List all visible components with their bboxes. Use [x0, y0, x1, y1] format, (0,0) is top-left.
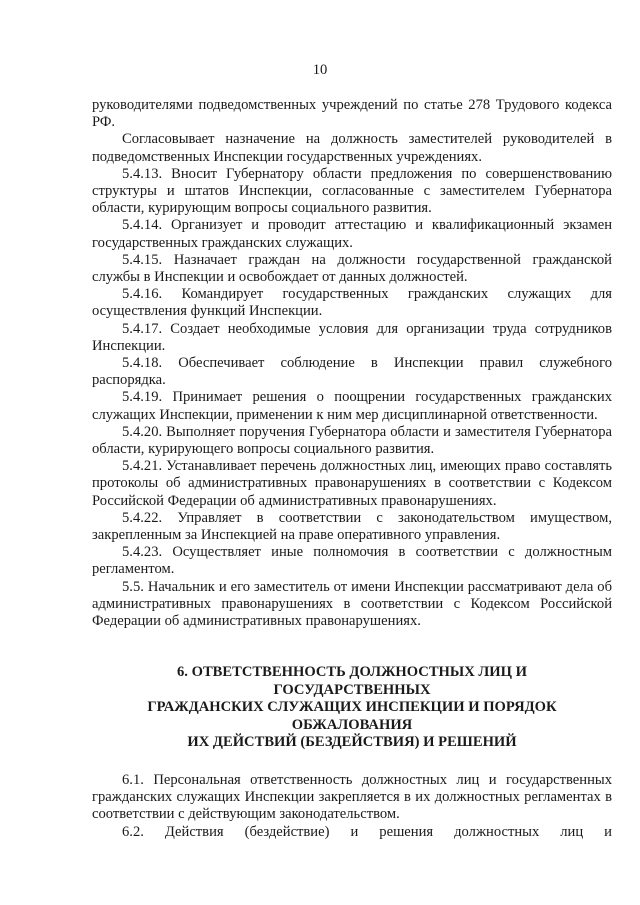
paragraph: руководителями подведомственных учреждений по статье 278 Трудового кодекса РФ.	[92, 97, 612, 131]
paragraph: 5.4.20. Выполняет поручения Губернатора области и заместителя Губернатора области, курирующего вопросы социального развития.	[92, 423, 612, 458]
paragraph: 5.4.13. Вносит Губернатору области предложения по совершенствованию структуры и штатов Инспекции, согласованные с заместителем Губернатора области, курирующим вопросы социального развития.	[92, 165, 612, 217]
paragraph: 5.4.18. Обеспечивает соблюдение в Инспекции правил служебного распорядка.	[92, 355, 612, 389]
paragraph: Согласовывает назначение на должность заместителей руководителей в подведомственных Инспекции государственных учреждениях.	[92, 131, 612, 165]
heading-line: ГРАЖДАНСКИХ СЛУЖАЩИХ ИНСПЕКЦИИ И ПОРЯДОК	[147, 699, 557, 716]
section-6-body	[92, 772, 612, 841]
paragraph: 5.4.16. Командирует государственных гражданских служащих для осуществления функций Инспекции.	[92, 286, 612, 320]
paragraph: 5.4.21. Устанавливает перечень должностных лиц, имеющих право составлять протоколы об административных правонарушениях в соответствии с Кодексом Российской Федерации об административных правонарушениях.	[92, 458, 612, 509]
paragraph: 6.2. Действия (бездействие) и решения должностных лиц и	[122, 823, 612, 840]
paragraph: 5.4.23. Осуществляет иные полномочия в соответствии с должностным регламентом.	[92, 544, 612, 578]
paragraph: 5.5. Начальник и его заместитель от имени Инспекции рассматривают дела об административных правонарушениях в соответствии с Кодексом Российской Федерации об административных правонарушениях.	[92, 578, 612, 630]
section-6-heading	[92, 664, 612, 752]
paragraph: 5.4.22. Управляет в соответствии с законодательством имуществом, закрепленным за Инспекцией на праве оперативного управления.	[92, 509, 612, 544]
heading-line: 6. ОТВЕТСТВЕННОСТЬ ДОЛЖНОСТНЫХ ЛИЦ И	[177, 664, 527, 680]
heading-line: ГОСУДАРСТВЕННЫХ	[273, 681, 431, 698]
heading-line: ИХ ДЕЙСТВИЙ (БЕЗДЕЙСТВИЯ) И РЕШЕНИЙ	[187, 734, 517, 751]
paragraph: 5.4.17. Создает необходимые условия для организации труда сотрудников Инспекции.	[92, 320, 612, 354]
paragraph: 5.4.19. Принимает решения о поощрении государственных гражданских служащих Инспекции, применении к ним мер дисциплинарной ответственности.	[92, 389, 612, 423]
paragraph: 5.4.14. Организует и проводит аттестацию и квалификационный экзамен государственных гражданских служащих.	[92, 217, 612, 251]
section-5-body	[92, 97, 612, 630]
paragraph: 5.4.15. Назначает граждан на должности государственной гражданской службы в Инспекции и освобождает от данных должностей.	[92, 251, 612, 286]
heading-line: ОБЖАЛОВАНИЯ	[291, 716, 413, 733]
paragraph: 6.1. Персональная ответственность должностных лиц и государственных гражданских служащих Инспекции закрепляется в их должностных регламентах в соответствии с действующим законодательством.	[92, 772, 612, 823]
page-number: 10	[312, 62, 328, 78]
